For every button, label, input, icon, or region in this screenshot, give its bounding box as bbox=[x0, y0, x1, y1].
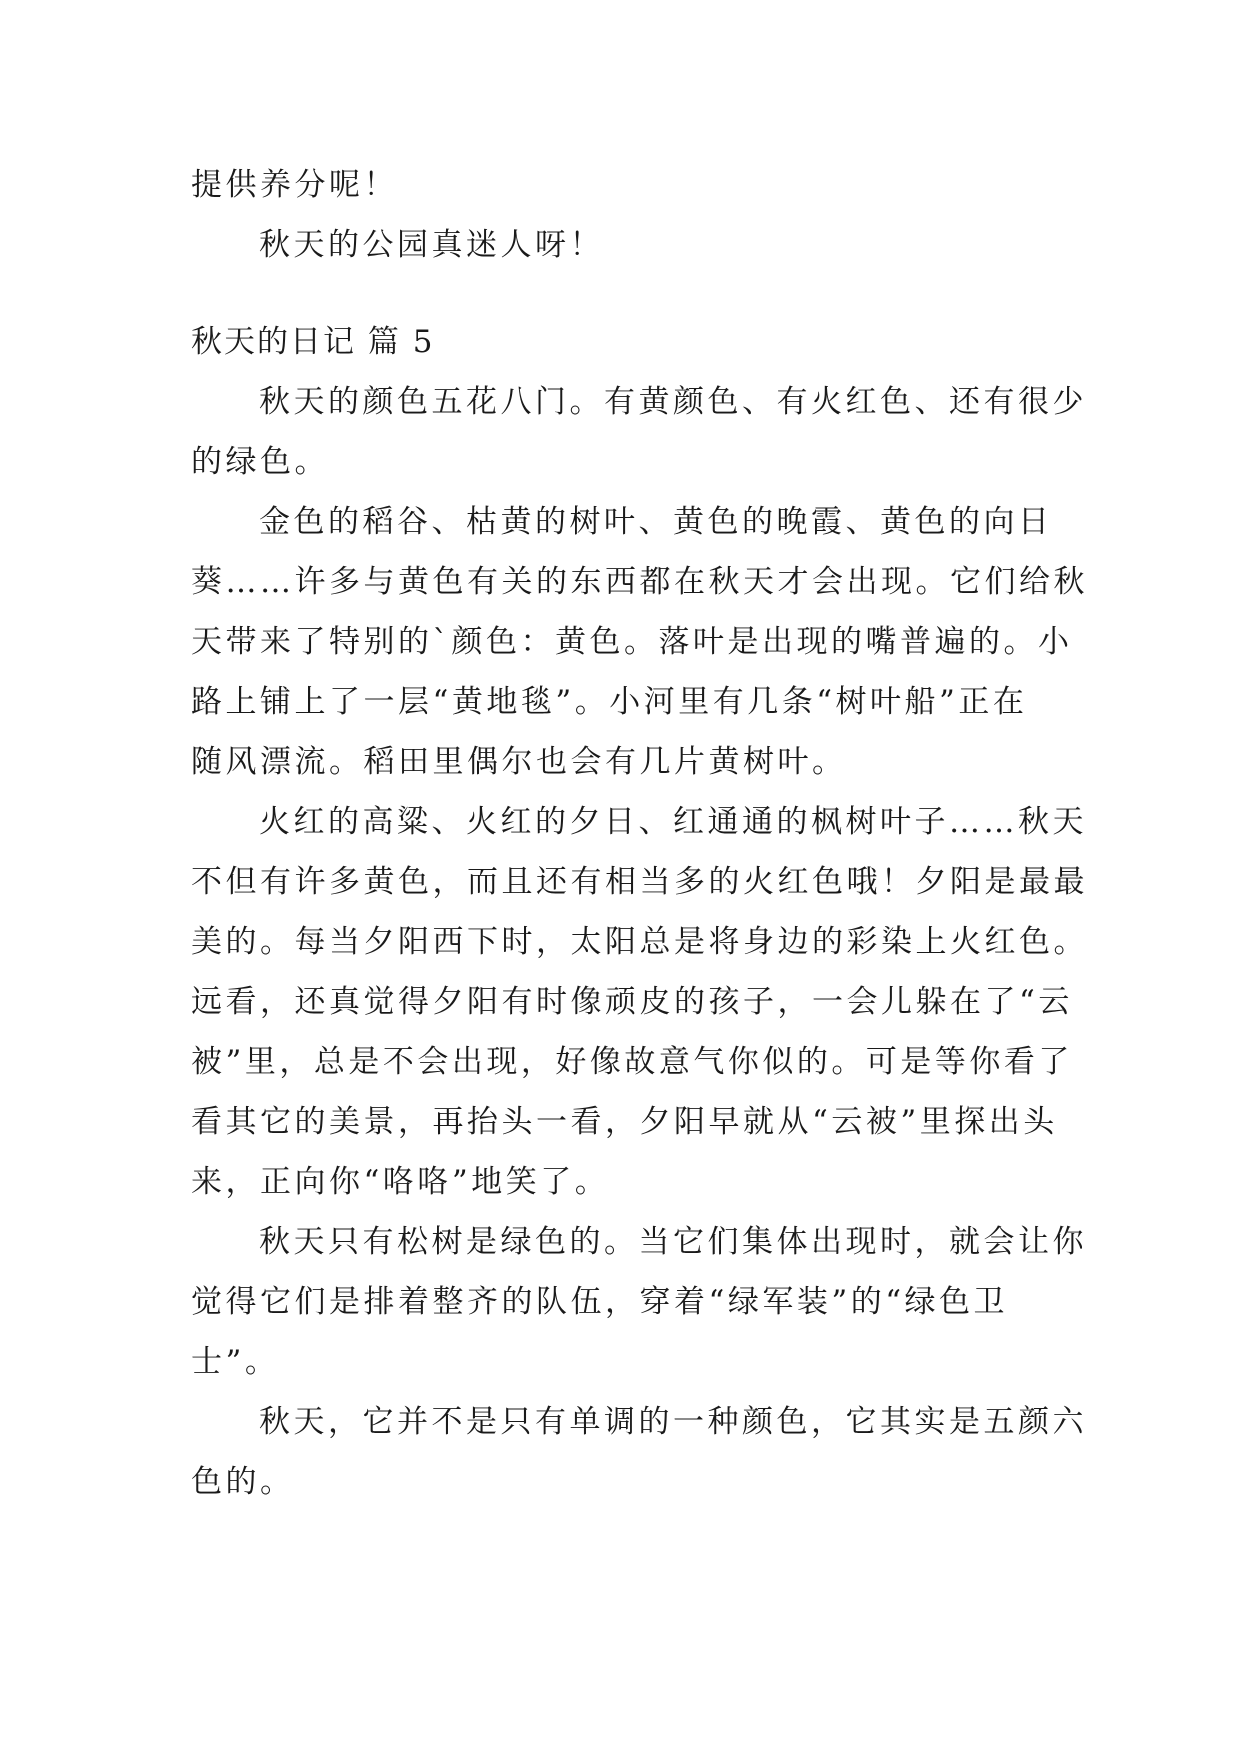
paragraph-line: 看其它的美景，再抬头一看，夕阳早就从“云被”里探出头 bbox=[191, 1104, 1058, 1140]
previous-closing-line: 秋天的公园真迷人呀！ bbox=[259, 227, 604, 263]
paragraph-line: 被”里，总是不会出现，好像故意气你似的。可是等你看了 bbox=[191, 1044, 1073, 1080]
paragraph-line: 秋天，它并不是只有单调的一种颜色，它其实是五颜六 bbox=[259, 1404, 1087, 1440]
paragraph bbox=[191, 792, 1088, 1212]
section-gap bbox=[191, 275, 1049, 312]
paragraph-line: 天带来了特别的`颜色：黄色。落叶是出现的嘴普遍的。小 bbox=[191, 624, 1073, 660]
paragraph-line: 觉得它们是排着整齐的队伍，穿着“绿军装”的“绿色卫 bbox=[191, 1284, 1009, 1320]
paragraph-line: 美的。每当夕阳西下时，太阳总是将身边的彩染上火红色。 bbox=[191, 924, 1088, 960]
section-heading: 秋天的日记 篇 5 bbox=[191, 324, 435, 360]
paragraph bbox=[191, 372, 1087, 492]
paragraph-line: 路上铺上了一层“黄地毯”。小河里有几条“树叶船”正在 bbox=[191, 684, 1028, 720]
paragraph-line: 不但有许多黄色，而且还有相当多的火红色哦！夕阳是最最 bbox=[191, 864, 1088, 900]
paragraph-line: 来，正向你“咯咯”地笑了。 bbox=[191, 1164, 610, 1200]
paragraph-line: 秋天只有松树是绿色的。当它们集体出现时，就会让你 bbox=[259, 1224, 1087, 1260]
document-body bbox=[191, 155, 1088, 1512]
paragraph-line: 火红的高粱、火红的夕日、红通通的枫树叶子……秋天 bbox=[259, 804, 1087, 840]
paragraph-line: 随风漂流。稻田里偶尔也会有几片黄树叶。 bbox=[191, 744, 847, 780]
paragraph-line: 色的。 bbox=[191, 1464, 295, 1500]
paragraph-line: 远看，还真觉得夕阳有时像顽皮的孩子，一会儿躲在了“云 bbox=[191, 984, 1073, 1020]
paragraph bbox=[191, 1392, 1087, 1512]
paragraph bbox=[191, 1212, 1087, 1392]
paragraph-line: 士”。 bbox=[191, 1344, 280, 1380]
paragraph-line: 秋天的颜色五花八门。有黄颜色、有火红色、还有很少 bbox=[259, 384, 1087, 420]
previous-paragraph-tail: 提供养分呢！ bbox=[191, 167, 398, 203]
paragraph-line: 金色的稻谷、枯黄的树叶、黄色的晚霞、黄色的向日 bbox=[259, 504, 1053, 540]
paragraph bbox=[191, 492, 1088, 792]
paragraph-line: 的绿色。 bbox=[191, 444, 329, 480]
paragraph-line: 葵……许多与黄色有关的东西都在秋天才会出现。它们给秋 bbox=[191, 564, 1088, 600]
